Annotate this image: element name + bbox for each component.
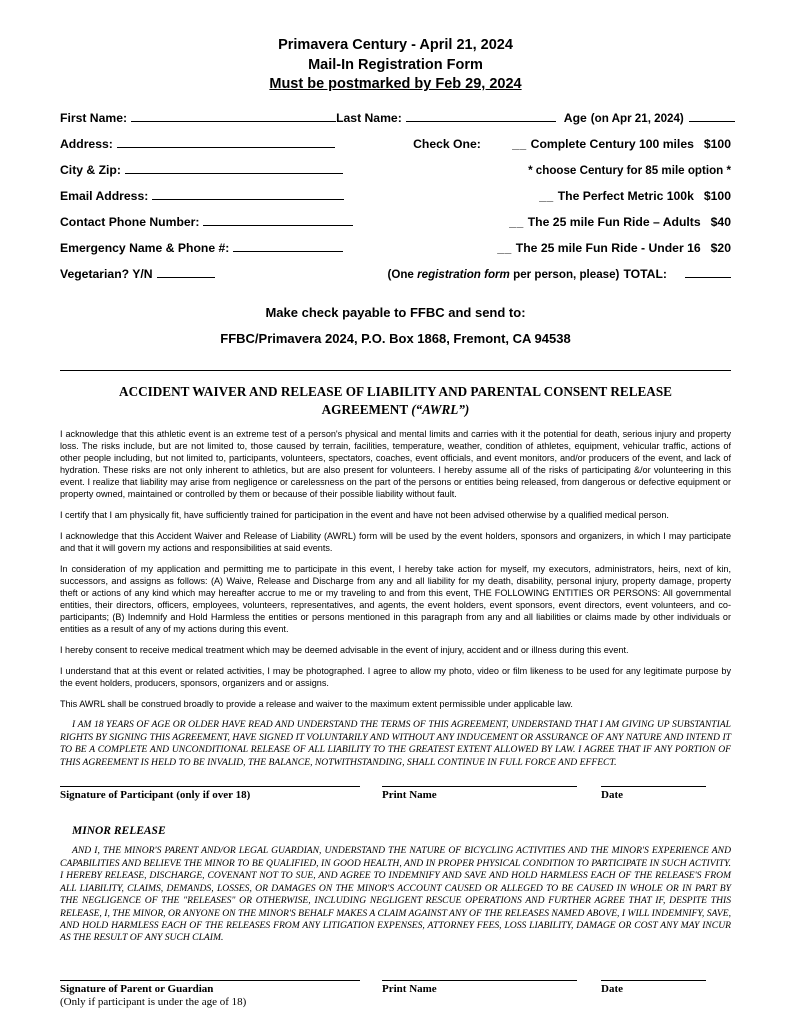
participant-signature-line[interactable] [60, 785, 360, 787]
city-zip-field[interactable] [125, 161, 343, 174]
guardian-signature-labels [60, 983, 731, 995]
total-field[interactable] [685, 265, 731, 278]
participant-date-line[interactable] [601, 785, 706, 787]
last-name-label: Last Name: [336, 110, 402, 125]
option-0-price: $100 [703, 136, 731, 151]
guardian-date-line[interactable] [601, 979, 706, 981]
phone-field[interactable] [203, 213, 353, 226]
participant-date-label: Date [601, 789, 623, 802]
check-one-label: Check One: [413, 136, 481, 151]
option-3-price: $20 [710, 240, 731, 255]
email-label: Email Address: [60, 188, 149, 203]
option-1-price: $100 [703, 188, 731, 203]
age-note: (on Apr 21, 2024) [590, 111, 684, 125]
email-field[interactable] [152, 187, 344, 200]
participant-print-name-label: Print Name [382, 789, 437, 802]
guardian-print-name-line[interactable] [382, 979, 577, 981]
waiver-paragraph: I certify that I am physically fit, have sufficiently trained for participation in the event and have not been advised otherwise by a qualified medical person. [60, 510, 669, 521]
option-3-checkbox[interactable]: __ [497, 240, 512, 255]
vegetarian-row [60, 265, 731, 282]
waiver-paragraph: In consideration of my application and permitting me to participate in this event, I hereby take action for myself, my executors, administrators, heirs, next of kin, successors, and assigns as follows: (A) Waive, Release and Discharge from any and all liability for my death, disability, personal injury, property damage, property theft or actions of any kind which may hereafter accrue to me or my traveling to and from this event, THE FOLLOWING ENTITIES OR PERSONS: All governmental entities, their directors, officers, employees, volunteers, representatives, and agents, the event holders, event sponsors, event directors, event volunteers, and co-participants; (B) Indemnify and Hold Harmless the entities or persons mentioned in this paragraph from any and all liabilities or claims made by other individuals or entities as a result of any of my actions during this event. [60, 564, 731, 635]
phone-row [60, 213, 731, 230]
city-zip-label: City & Zip: [60, 162, 121, 177]
emergency-label: Emergency Name & Phone #: [60, 240, 230, 255]
participant-signature-rules [60, 785, 731, 787]
age-label: Age [563, 110, 587, 125]
document-header [60, 36, 731, 95]
option-2-label: The 25 mile Fun Ride – Adults [527, 214, 701, 229]
waiver-body [60, 428, 731, 769]
guardian-age-note: (Only if participant is under the age of 18) [60, 995, 247, 1008]
waiver-paragraph: I hereby consent to receive medical treatment which may be deemed advisable in the event of injury, accident and or illness during this event. [60, 645, 629, 656]
participant-print-name-line[interactable] [382, 785, 577, 787]
name-row [60, 109, 731, 126]
address-field[interactable] [117, 135, 335, 148]
email-row [60, 187, 731, 204]
form-subtitle: Mail-In Registration Form [308, 56, 483, 73]
payable-line-1: Make check payable to FFBC and send to: [265, 304, 526, 320]
minor-release-body: AND I, THE MINOR'S PARENT AND/OR LEGAL GUARDIAN, UNDERSTAND THE NATURE OF BICYCLING ACTIVITIES AND THE MINOR'S EXPERIENCE AND CAPABILITIES AND BELIEVE THE MINOR TO BE QUALIFIED, IN GOOD HEALTH, AND IN PROPER PHYSICAL CONDITION TO PARTICIPATE IN SUCH ACTIVITY. I HEREBY RELEASE, DISCHARGE, COVENANT NOT TO SUE, AND AGREE TO INDEMNIFY AND SAVE AND HOLD HARMLESS EACH OF THE RELEASE'S FROM ALL LIABILITY, CLAIMS, DEMANDS, LOSSES, OR DAMAGES ON THE MINOR'S ACCOUNT CAUSED OR ALLEGED TO BE CAUSED IN WHOLE OR IN PART BY THE NEGLIGENCE OF THE "RELEASES" OR OTHERWISE, INCLUDING NEGLIGENT RESCUE OPERATIONS AND FURTHER AGREE THAT IF, DESPITE THIS RELEASE, I, THE MINOR, OR ANYONE ON THE MINOR'S BEHALF MAKES A CLAIM AGAINST ANY OF THE RELEASES NAMED ABOVE, I WILL INDEMNIFY, SAVE, AND HOLD HARMLESS EACH OF THE RELEASES FROM ANY LITIGATION EXPENSES, ATTORNEY FEES, LOSS LIABILITY, DAMAGE OR COST ANY MAY INCUR AS THE RESULT OF ANY SUCH CLAIM. [60, 845, 731, 944]
century-option-note: * choose Century for 85 mile option * [528, 163, 731, 177]
last-name-field[interactable] [406, 109, 556, 122]
total-label: TOTAL: [623, 266, 667, 281]
first-name-field[interactable] [131, 109, 336, 122]
waiver-paragraph: I acknowledge that this athletic event is an extreme test of a person's physical and mental limits and carries with it the potential for death, serious injury and property loss. The risks include, but are not limited to, those caused by terrain, facilities, temperature, weather, condition of athletes, equipment, vehicular traffic, actions of other people including, but not limited to, participants, volunteers, spectators, coaches, event officials, and event monitors, and/or producers of the event, and lack of hydration. These risks are not only inherent to athletics, but are also present for volunteers. I hereby assume all of the risks of participating &/or volunteering in this event. I realize that liability may arise from negligence or carelessness on the part of the persons or entities being released, from dangerous or defective equipment or property owned, maintained or controlled by them or because of their possible liability without fault. [60, 429, 731, 500]
vegetarian-label: Vegetarian? Y/N [60, 266, 153, 281]
payable-line-2: FFBC/Primavera 2024, P.O. Box 1868, Fremont, CA 94538 [220, 330, 571, 346]
waiver-title-line-1: ACCIDENT WAIVER AND RELEASE OF LIABILITY AND PARENTAL CONSENT RELEASE [119, 383, 672, 399]
age-field[interactable] [689, 109, 735, 122]
option-0-label: Complete Century 100 miles [530, 136, 694, 151]
total-note: (One registration form per person, please) [387, 267, 620, 281]
minor-release-title: MINOR RELEASE [72, 825, 166, 838]
waiver-paragraph: I understand that at this event or related activities, I may be photographed. I agree to allow my photo, video or film likeness to be used for any legitimate purpose by the event holders, producers, sponsors, organizers and or assigns. [60, 666, 731, 689]
guardian-print-name-label: Print Name [382, 982, 437, 995]
waiver-acknowledgement-paragraph: I AM 18 YEARS OF AGE OR OLDER HAVE READ AND UNDERSTAND THE TERMS OF THIS AGREEMENT, UNDERSTAND THAT I AM GIVING UP SUBSTANTIAL RIGHTS BY SIGNING THIS AGREEMENT, HAVE SIGNED IT VOLUNTARILY AND WITHOUT ANY INDUCEMENT OR ASSURANCE OF ANY NATURE AND INTEND IT TO BE A COMPLETE AND UNCONDITIONAL RELEASE OF ALL LIABILITY TO THE GREATEST EXTENT ALLOWED BY LAW. I AGREE THAT IF ANY PORTION OF THIS AGREEMENT IS HELD TO BE INVALID, THE BALANCE, NOTWITHSTANDING, SHALL CONTINUE IN FULL FORCE AND EFFECT. [60, 719, 731, 768]
city-zip-row [60, 161, 731, 178]
waiver-paragraph: This AWRL shall be construed broadly to provide a release and waiver to the maximum extent permissible under applicable law. [60, 699, 573, 710]
address-row [60, 135, 731, 152]
participant-signature-labels [60, 789, 731, 801]
option-1-checkbox[interactable]: __ [539, 188, 554, 203]
guardian-signature-rules [60, 979, 731, 981]
participant-signature-label: Signature of Participant (only if over 18) [60, 789, 251, 802]
emergency-field[interactable] [233, 239, 343, 252]
phone-label: Contact Phone Number: [60, 214, 200, 229]
option-2-price: $40 [710, 214, 731, 229]
option-3-label: The 25 mile Fun Ride - Under 16 [515, 240, 701, 255]
payable-block [60, 300, 731, 352]
vegetarian-field[interactable] [157, 265, 215, 278]
option-2-checkbox[interactable]: __ [509, 214, 524, 229]
address-label: Address: [60, 136, 113, 151]
option-1-label: The Perfect Metric 100k [557, 188, 694, 203]
guardian-date-label: Date [601, 982, 623, 995]
guardian-signature-label: Signature of Parent or Guardian [60, 982, 214, 995]
waiver-title-line-2: AGREEMENT (“AWRL”) [321, 401, 470, 417]
registration-form [60, 109, 731, 282]
emergency-row [60, 239, 731, 256]
guardian-signature-line[interactable] [60, 979, 360, 981]
first-name-label: First Name: [60, 110, 128, 125]
section-divider [60, 370, 731, 371]
event-title: Primavera Century - April 21, 2024 [278, 37, 513, 53]
postmark-deadline: Must be postmarked by Feb 29, 2024 [269, 76, 522, 93]
waiver-paragraph: I acknowledge that this Accident Waiver and Release of Liability (AWRL) form will be used by the event holders, sponsors and organizers, in which I may participate and that it will govern my actions and responsibilities at said events. [60, 531, 731, 554]
option-0-checkbox[interactable]: __ [512, 136, 527, 151]
waiver-title [60, 383, 731, 419]
